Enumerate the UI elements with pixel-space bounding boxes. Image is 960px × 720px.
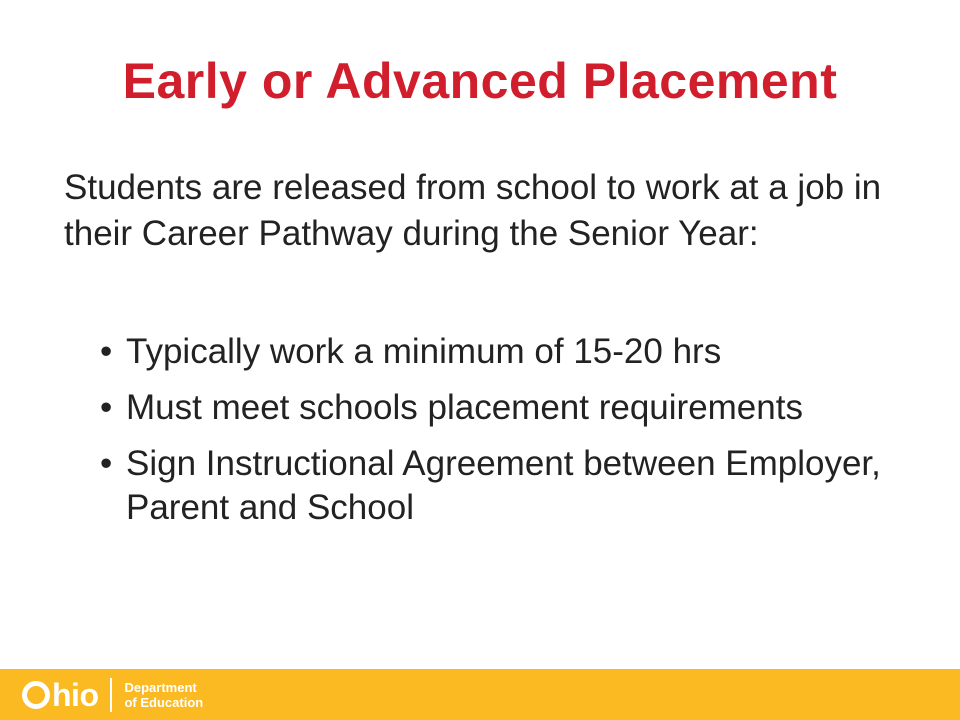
bullet-item-2 [100,386,920,430]
department-text [124,680,203,710]
slide-title: Early or Advanced Placement [122,53,838,109]
bullet-marker: • [100,444,113,483]
intro-paragraph: Students are released from school to work at a job in their Career Pathway during the Senior Year: [64,168,882,253]
logo-divider [110,678,112,712]
bullet-text: Sign Instructional Agreement between Employer, Parent and School [126,444,881,527]
bullet-item-3 [100,442,920,530]
bullet-marker: • [100,388,113,427]
bullet-text: Must meet schools placement requirements [126,388,803,427]
ohio-department-of-education-logo [22,674,203,716]
bullet-text: Typically work a minimum of 15-20 hrs [126,332,722,371]
department-line-2: of Education [124,695,204,710]
ohio-wordmark [22,674,98,716]
bullet-marker: • [100,332,113,371]
ohio-circle-icon [22,681,50,709]
ohio-wordmark-text: hio [52,677,99,713]
footer-bar [0,669,960,720]
bullet-list [100,330,920,542]
bullet-item-1 [100,330,920,374]
department-line-1: Department [124,680,197,695]
